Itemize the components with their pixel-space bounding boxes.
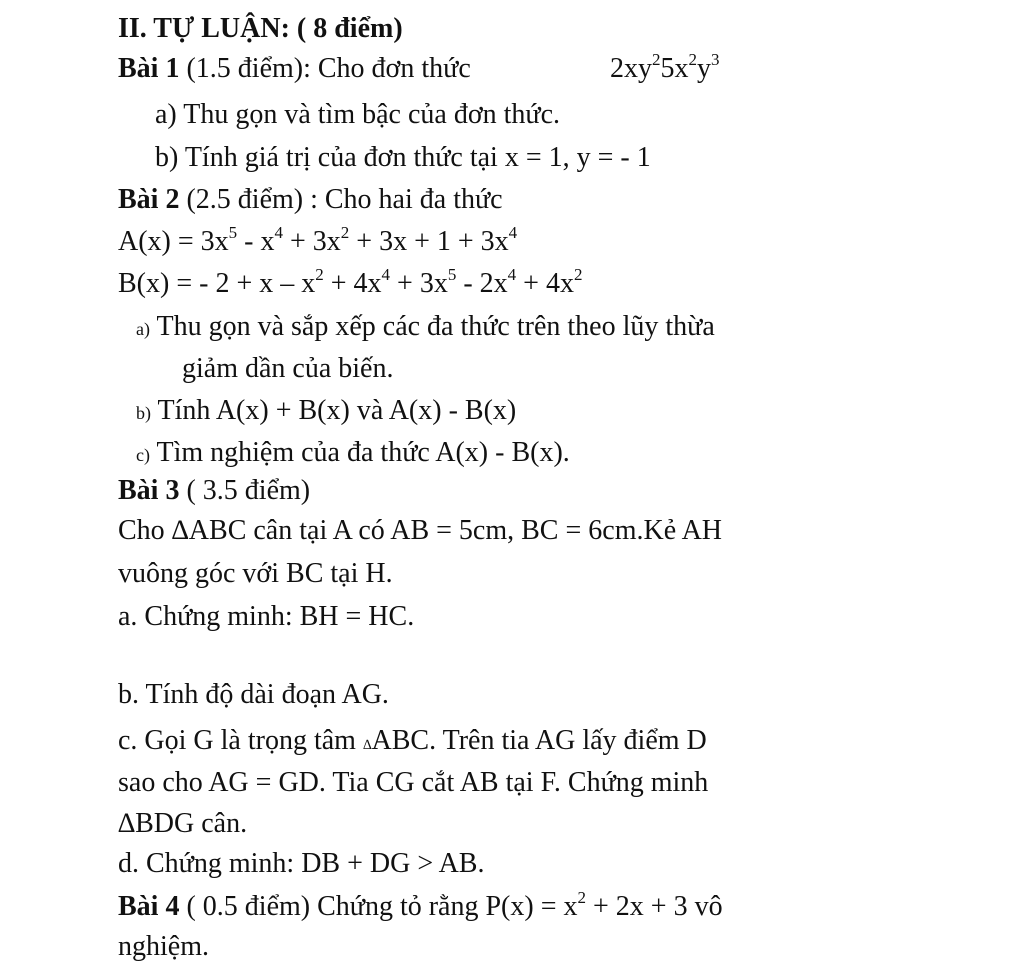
- bai3-d: d. Chứng minh: DB + DG > AB.: [118, 848, 485, 879]
- monomial-part: 5x: [660, 53, 689, 84]
- bai2-points: (2.5 điểm) : Cho hai đa thức: [179, 184, 503, 215]
- exponent: 4: [508, 222, 518, 242]
- bai3-line1: Cho ∆ABC cân tại A có AB = 5cm, BC = 6cm.Kẻ AH: [118, 515, 723, 546]
- bai2-c-text: Tìm nghiệm của đa thức A(x) - B(x).: [149, 437, 570, 468]
- bai4-line2: nghiệm.: [118, 931, 209, 962]
- exponent: 2: [340, 222, 350, 242]
- poly-term: + 3x: [283, 226, 341, 257]
- bai3-points: ( 3.5 điểm): [179, 475, 311, 506]
- bai4-prompt: [118, 887, 723, 924]
- poly-term: - 2x: [456, 268, 508, 299]
- section-heading: II. TỰ LUẬN: ( 8 điểm): [118, 13, 403, 44]
- bai3-title: Bài 3: [118, 475, 180, 506]
- bai3-prompt: [118, 474, 310, 508]
- exponent: 4: [507, 264, 517, 284]
- bai2-a-line2: giảm dần của biến.: [182, 353, 394, 384]
- bai3-c-line3: ∆BDG cân.: [118, 808, 248, 839]
- poly-term: B(x) = - 2 + x – x: [118, 268, 316, 299]
- bai1-title: Bài 1: [118, 53, 180, 84]
- exponent: 5: [447, 264, 457, 284]
- bai3-c-line2: sao cho AG = GD. Tia CG cắt AB tại F. Chứng minh: [118, 767, 709, 798]
- poly-term: - x: [237, 226, 275, 257]
- bai3-c-text: ABC. Trên tia AG lấy điểm D: [371, 725, 707, 756]
- bai2-title: Bài 2: [118, 184, 180, 215]
- monomial-part: y: [697, 53, 711, 84]
- exponent: 4: [274, 222, 283, 242]
- exponent: 2: [577, 887, 586, 907]
- bai1-prompt: [118, 52, 471, 86]
- exponent: 5: [228, 222, 238, 242]
- bai4-text: ( 0.5 điểm) Chứng tỏ rằng P(x) = x: [179, 891, 578, 922]
- monomial-part: 2xy: [610, 53, 652, 84]
- bai2-b-marker: b): [136, 403, 151, 423]
- bai2-a-marker: a): [136, 319, 150, 339]
- poly-a: [118, 222, 518, 259]
- bai2-b-text: Tính A(x) + B(x) và A(x) - B(x): [151, 395, 517, 426]
- bai2-a: [136, 310, 715, 346]
- bai3-c: [118, 724, 707, 763]
- bai1-a: a) Thu gọn và tìm bậc của đơn thức.: [155, 99, 561, 130]
- bai4-text: + 2x + 3 vô: [586, 891, 723, 922]
- bai3-b: b. Tính độ dài đoạn AG.: [118, 679, 389, 710]
- poly-term: + 3x: [390, 268, 448, 299]
- exponent: 3: [711, 49, 720, 69]
- poly-term: + 4x: [323, 268, 382, 299]
- exponent: 2: [315, 264, 324, 284]
- poly-term: + 3x + 1 + 3x: [349, 226, 509, 257]
- bai2-b: [136, 394, 516, 430]
- bai3-a: a. Chứng minh: BH = HC.: [118, 601, 415, 632]
- bai3-c-text: c. Gọi G là trọng tâm: [118, 725, 363, 756]
- bai4-title: Bài 4: [118, 891, 180, 922]
- bai2-a-text: Thu gọn và sắp xếp các đa thức trên theo lũy thừa: [149, 311, 715, 342]
- bai1-b: b) Tính giá trị của đơn thức tại x = 1, y = - 1: [155, 142, 651, 173]
- poly-b: [118, 264, 583, 301]
- bai2-c-marker: c): [136, 445, 150, 465]
- triangle-symbol: ∆: [362, 738, 372, 753]
- poly-term: A(x) = 3x: [118, 226, 229, 257]
- bai1-points: (1.5 điểm): Cho đơn thức: [179, 53, 471, 84]
- exponent: 4: [381, 264, 391, 284]
- exponent: 2: [652, 49, 661, 69]
- bai2-prompt: [118, 183, 503, 217]
- bai2-c: [136, 436, 570, 472]
- bai1-monomial: [610, 49, 720, 86]
- bai3-line2: vuông góc với BC tại H.: [118, 558, 393, 589]
- poly-term: + 4x: [516, 268, 574, 299]
- exponent: 2: [688, 49, 697, 69]
- exponent: 2: [573, 264, 583, 284]
